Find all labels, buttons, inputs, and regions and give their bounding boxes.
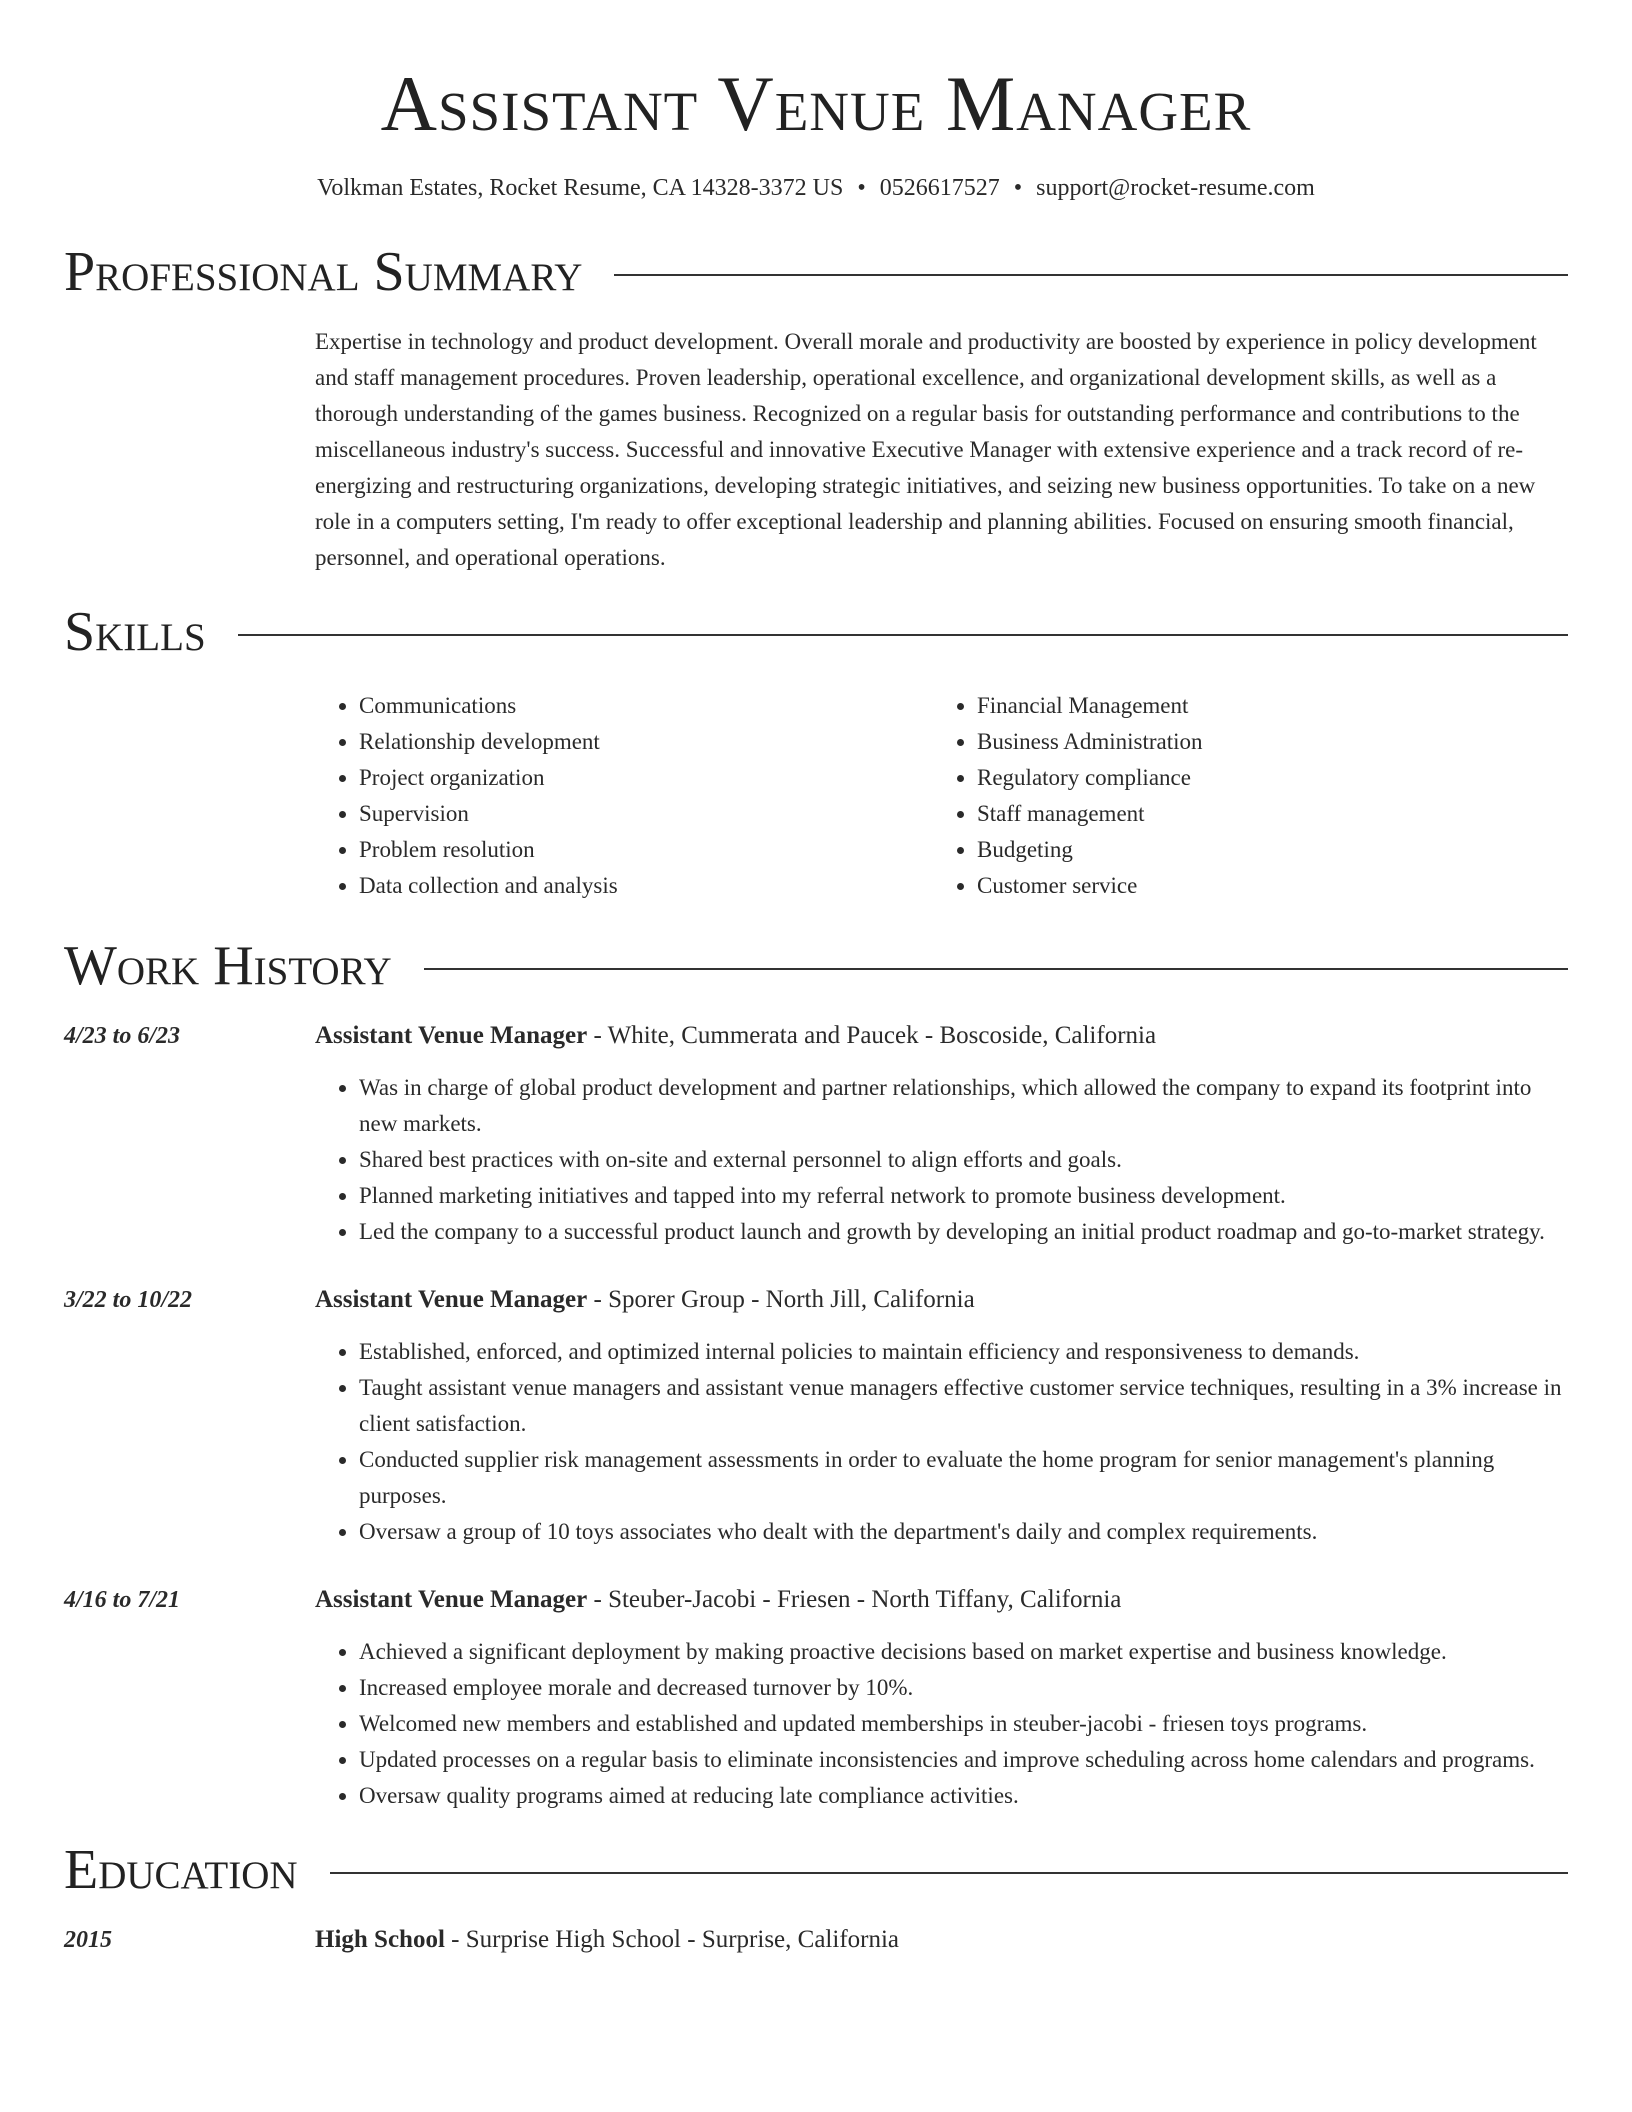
job-bullet: • Was in charge of global product development and partner relationships, which allowed the company to expand its footprint into new markets. — [359, 1070, 1568, 1142]
job-header — [64, 1282, 1568, 1318]
section-divider — [614, 274, 1568, 276]
job-bullet: • Taught assistant venue managers and assistant venue managers effective customer service techniques, resulting in a 3% increase in client satisfaction. — [359, 1370, 1568, 1442]
job-title: Assistant Venue Manager — [315, 1586, 588, 1613]
job-bullets — [315, 1634, 1568, 1814]
skill-item: • Supervision — [359, 796, 933, 832]
skill-item: • Project organization — [359, 760, 933, 796]
contact-separator: • — [857, 175, 866, 201]
contact-separator: • — [1013, 175, 1023, 201]
job-title-line — [315, 1582, 1121, 1618]
skill-item: • Financial Management — [977, 688, 1551, 724]
skill-item: • Business Administration — [977, 724, 1551, 760]
contact-phone: 0526617527 — [879, 175, 1000, 201]
section-divider — [238, 634, 1568, 636]
resume-name: Assistant Venue Manager — [380, 60, 1252, 147]
job-entry — [64, 1018, 1568, 1250]
skill-item: • Customer service — [977, 868, 1551, 904]
section-divider — [330, 1872, 1568, 1874]
education-header — [64, 1922, 1568, 1958]
job-bullet: • Increased employee morale and decreased turnover by 10%. — [359, 1670, 1568, 1706]
summary-section-header — [64, 240, 1568, 304]
education-section-header — [64, 1838, 1568, 1902]
job-employer: - White, Cummerata and Paucek - Boscoside, California — [587, 1022, 1157, 1049]
job-title-line — [315, 1282, 975, 1318]
skills-section-title: Skills — [64, 601, 206, 663]
job-bullet: • Established, enforced, and optimized internal policies to maintain efficiency and responsiveness to demands. — [359, 1334, 1568, 1370]
job-entry — [64, 1582, 1568, 1814]
work-section-header — [64, 934, 1568, 998]
job-header — [64, 1582, 1568, 1618]
education-degree: High School — [315, 1926, 445, 1953]
job-employer: - Sporer Group - North Jill, California — [587, 1286, 975, 1313]
job-dates: 3/22 to 10/22 — [64, 1287, 193, 1313]
skills-section-header — [64, 600, 1568, 664]
job-bullet: • Oversaw a group of 10 toys associates who dealt with the department's daily and complex requirements. — [359, 1514, 1568, 1550]
job-bullet: • Updated processes on a regular basis to eliminate inconsistencies and improve scheduling across home calendars and programs. — [359, 1742, 1568, 1778]
job-bullet: • Shared best practices with on-site and external personnel to align efforts and goals. — [359, 1142, 1568, 1178]
contact-email: support@rocket-resume.com — [1036, 175, 1315, 201]
section-divider — [424, 968, 1568, 970]
education-year: 2015 — [64, 1927, 112, 1953]
job-bullets — [315, 1070, 1568, 1250]
job-bullet: • Planned marketing initiatives and tapped into my referral network to promote business development. — [359, 1178, 1568, 1214]
education-section-title: Education — [64, 1839, 298, 1901]
summary-text: Expertise in technology and product development. Overall morale and productivity are boosted by experience in policy development and staff management procedures. Proven leadership, operational excellence, and organizational development skills, as well as a thorough understanding of the games business. Recognized on a regular basis for outstanding performance and contributions to the miscellaneous industry's success. Successful and innovative Executive Manager with extensive experience and a track record of re-energizing and restructuring organizations, developing strategic initiatives, and seizing new business opportunities. To take on a new role in a computers setting, I'm ready to offer exceptional leadership and planning abilities. Focused on ensuring smooth financial, personnel, and operational operations. — [315, 329, 1537, 570]
work-section-title: Work History — [64, 935, 392, 997]
skill-item: • Relationship development — [359, 724, 933, 760]
job-bullets — [315, 1334, 1568, 1550]
education-line — [315, 1922, 899, 1958]
skills-column-left — [315, 688, 933, 904]
job-dates: 4/23 to 6/23 — [64, 1023, 181, 1049]
job-bullet: • Welcomed new members and established and updated memberships in steuber-jacobi - friesen toys programs. — [359, 1706, 1568, 1742]
job-employer: - Steuber-Jacobi - Friesen - North Tiffany, California — [587, 1586, 1122, 1613]
job-title: Assistant Venue Manager — [315, 1286, 588, 1313]
job-title: Assistant Venue Manager — [315, 1022, 588, 1049]
contact-line — [64, 172, 1568, 204]
education-entry — [64, 1922, 1568, 1958]
job-bullet: • Conducted supplier risk management assessments in order to evaluate the home program for senior management's planning purposes. — [359, 1442, 1568, 1514]
job-title-line — [315, 1018, 1156, 1054]
skills-column-right — [933, 688, 1551, 904]
job-dates: 4/16 to 7/21 — [64, 1587, 181, 1613]
job-bullet: • Achieved a significant deployment by making proactive decisions based on market expertise and business knowledge. — [359, 1634, 1568, 1670]
skill-item: • Problem resolution — [359, 832, 933, 868]
contact-address: Volkman Estates, Rocket Resume, CA 14328-3372 US — [317, 175, 844, 201]
skill-item: • Communications — [359, 688, 933, 724]
job-bullet: • Led the company to a successful product launch and growth by developing an initial product roadmap and go-to-market strategy. — [359, 1214, 1568, 1250]
job-bullet: • Oversaw quality programs aimed at reducing late compliance activities. — [359, 1778, 1568, 1814]
skill-item: • Data collection and analysis — [359, 868, 933, 904]
resume-page — [64, 0, 1568, 1958]
job-header — [64, 1018, 1568, 1054]
skills-list — [315, 688, 1568, 904]
skill-item: • Regulatory compliance — [977, 760, 1551, 796]
skill-item: • Budgeting — [977, 832, 1551, 868]
skill-item: • Staff management — [977, 796, 1551, 832]
education-school: - Surprise High School - Surprise, California — [444, 1926, 900, 1953]
job-entry — [64, 1282, 1568, 1550]
summary-section-title: Professional Summary — [64, 241, 583, 303]
